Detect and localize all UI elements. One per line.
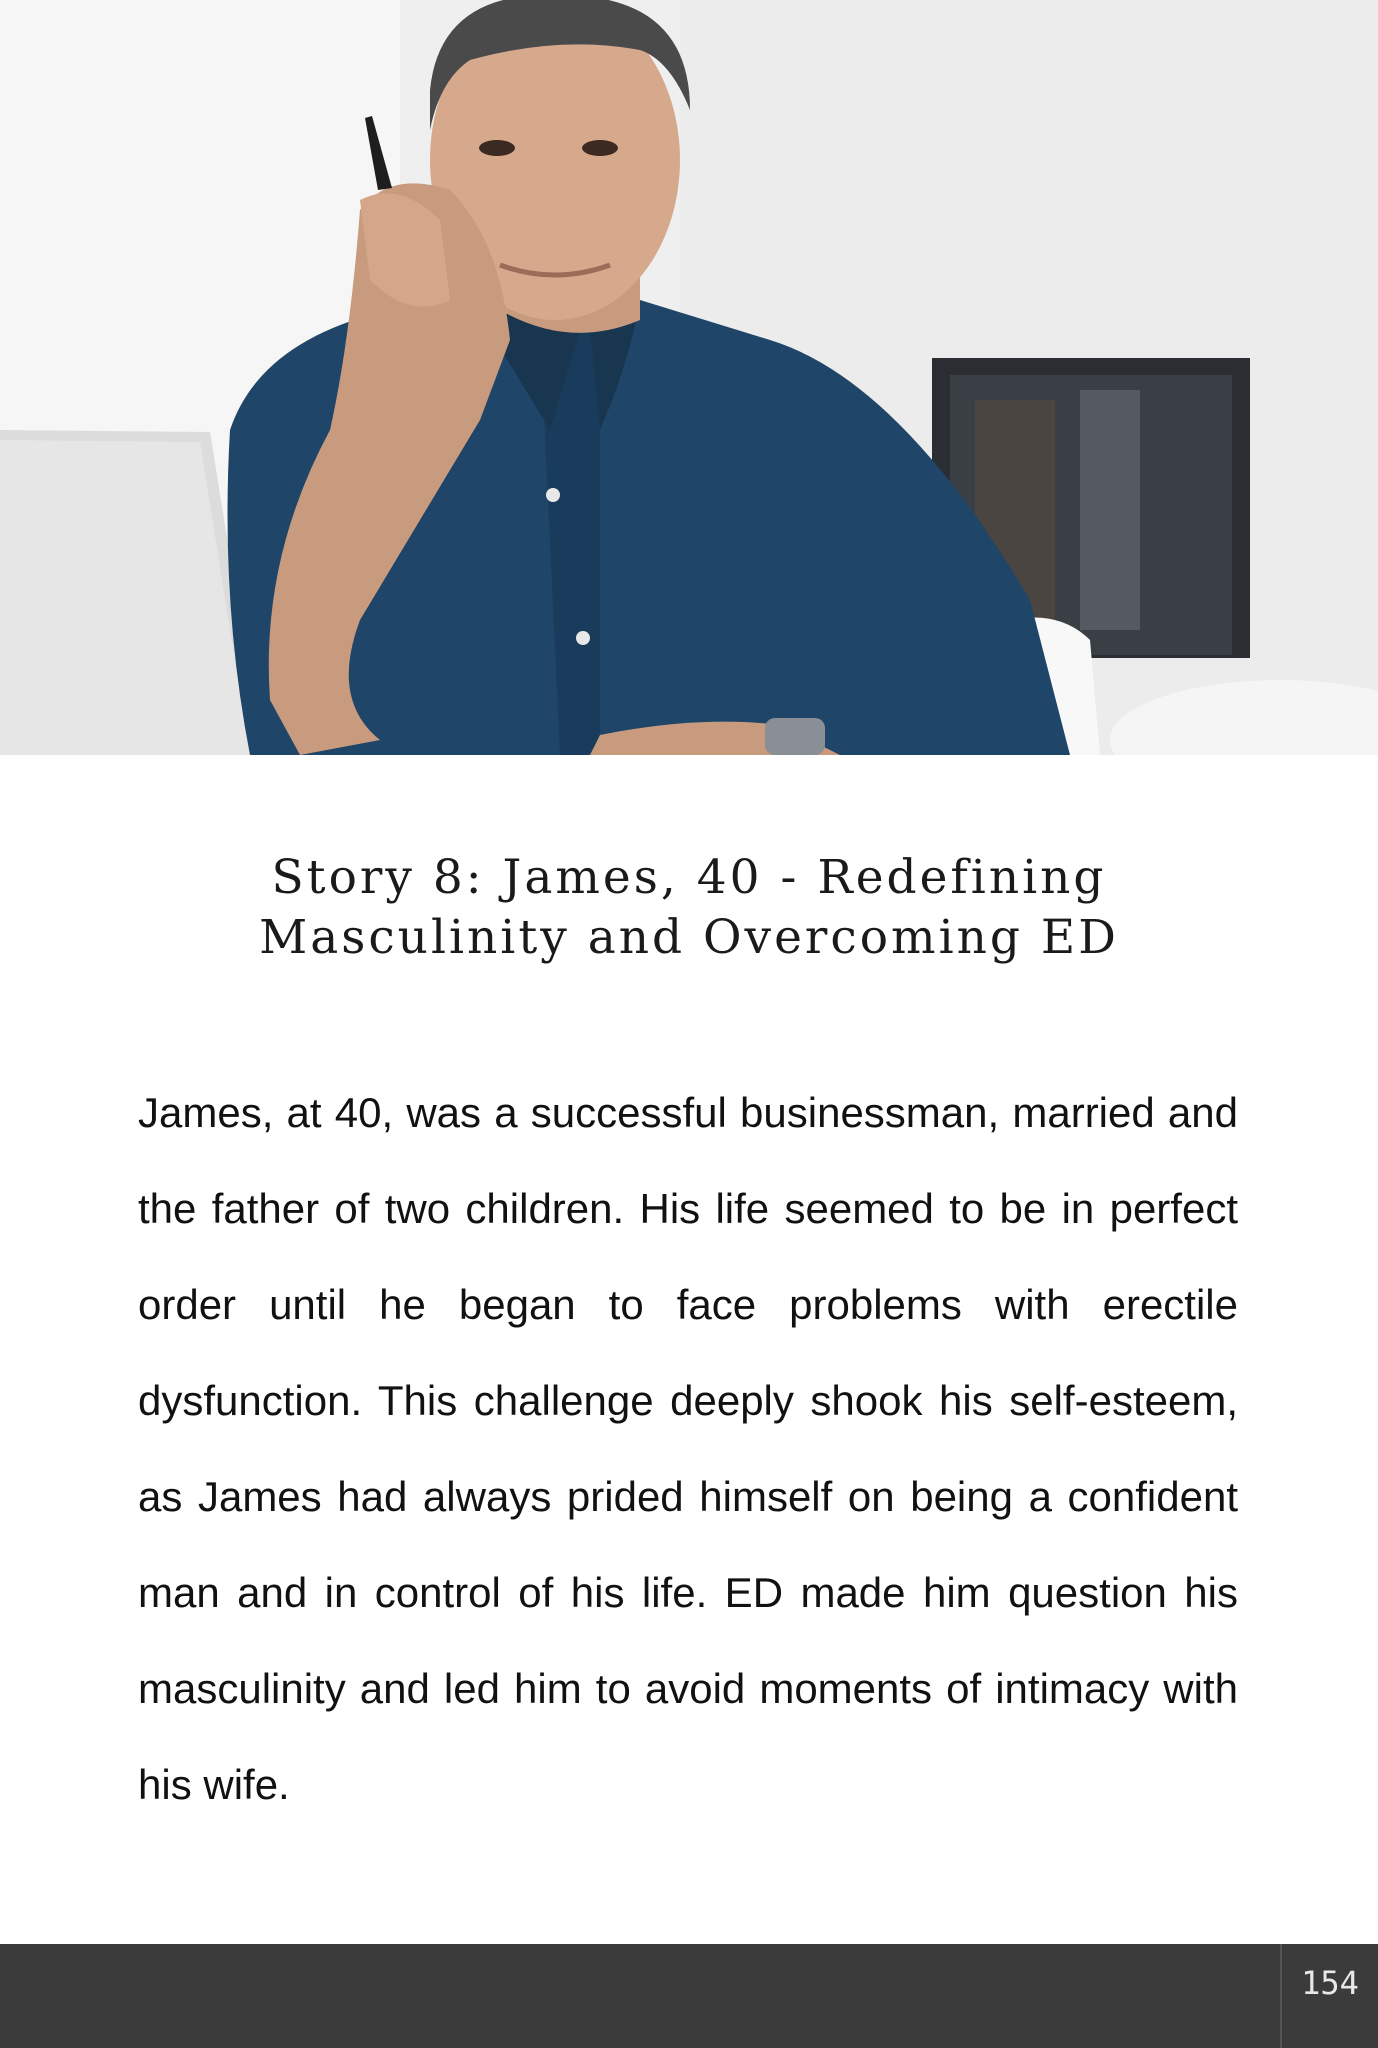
story-paragraph: James, at 40, was a successful businessman, married and the father of two children. His life seemed to be in perfect order until he began to face problems with erectile dysfunction. This challenge deeply shook his self-esteem, as James had always prided himself on being a confident man and in control of his life. ED made him question his masculinity and led him to avoid moments of intimacy with his wife. (138, 1089, 1238, 1808)
page-number-box (1280, 1944, 1378, 2048)
story-title: Story 8: James, 40 - Redefining Masculinity and Overcoming ED (259, 850, 1119, 965)
page-number: 154 (1301, 1964, 1359, 2002)
cover-photo (0, 0, 1378, 755)
page-footer (0, 1944, 1378, 2048)
